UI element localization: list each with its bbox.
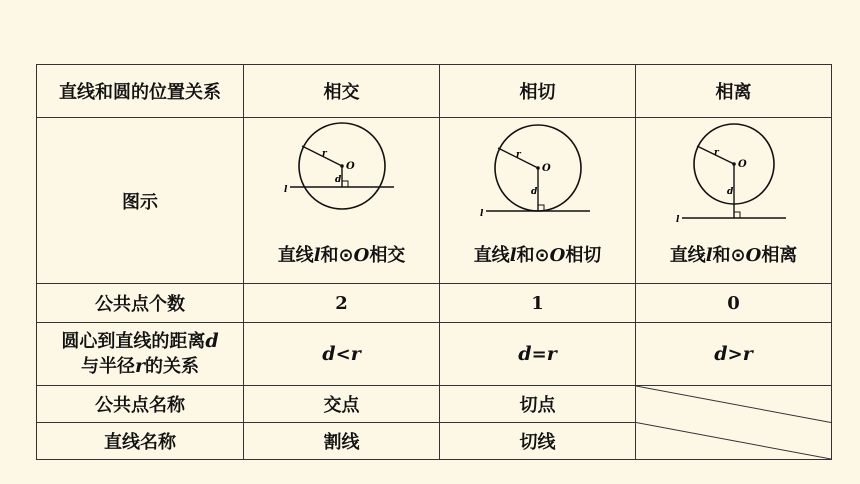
point-name-row [37, 386, 832, 423]
header-tangent: 相切 [440, 65, 636, 118]
label-d: d [726, 187, 733, 197]
label-r: r [713, 148, 719, 158]
caption-tangent: 直线l和⊙O相切 [473, 245, 602, 266]
position-relation-table [36, 64, 832, 460]
distance-row [37, 323, 832, 386]
center-point [536, 166, 540, 170]
count-tangent: 1 [440, 284, 636, 323]
label-o: O [541, 163, 551, 174]
label-l: l [675, 215, 679, 222]
header-row [37, 65, 832, 118]
relation-intersect: d<r [244, 323, 440, 386]
distance-row-label: 圆心到直线的距离d 与半径r的关系 [37, 323, 244, 386]
point-name-label: 公共点名称 [37, 386, 244, 423]
figure-cell-separate [636, 118, 832, 284]
figure-cell-intersect [244, 118, 440, 284]
label-o: O [737, 159, 747, 170]
right-angle-mark [734, 212, 740, 218]
separate-diagram [674, 122, 794, 222]
intersect-diagram [282, 122, 402, 222]
figure-row [37, 118, 832, 284]
header-separate: 相离 [636, 65, 832, 118]
point-name-intersect: 交点 [244, 386, 440, 423]
count-separate: 0 [636, 284, 832, 323]
relation-separate: d>r [636, 323, 832, 386]
label-r: r [321, 149, 327, 159]
label-o: O [345, 161, 355, 172]
figure-row-label: 图示 [37, 118, 244, 284]
center-point [340, 164, 344, 168]
label-l: l [479, 209, 483, 219]
count-row-label: 公共点个数 [37, 284, 244, 323]
count-intersect: 2 [244, 284, 440, 323]
line-name-tangent: 切线 [440, 423, 636, 460]
header-intersect: 相交 [244, 65, 440, 118]
line-name-label: 直线名称 [37, 423, 244, 460]
label-d: d [530, 187, 537, 197]
caption-intersect: 直线l和⊙O相交 [277, 245, 406, 266]
figure-cell-tangent [440, 118, 636, 284]
right-angle-mark [342, 181, 348, 187]
label-d: d [334, 175, 341, 185]
point-name-tangent: 切点 [440, 386, 636, 423]
header-relation: 直线和圆的位置关系 [37, 65, 244, 118]
line-name-intersect: 割线 [244, 423, 440, 460]
relation-tangent: d=r [440, 323, 636, 386]
count-row [37, 284, 832, 323]
center-point [732, 162, 736, 166]
caption-separate: 直线l和⊙O相离 [669, 245, 798, 266]
empty-diagonal-cell [636, 386, 832, 460]
label-r: r [515, 150, 521, 160]
label-l: l [283, 185, 287, 195]
tangent-diagram [478, 122, 598, 222]
diagonal-lines [636, 386, 831, 459]
